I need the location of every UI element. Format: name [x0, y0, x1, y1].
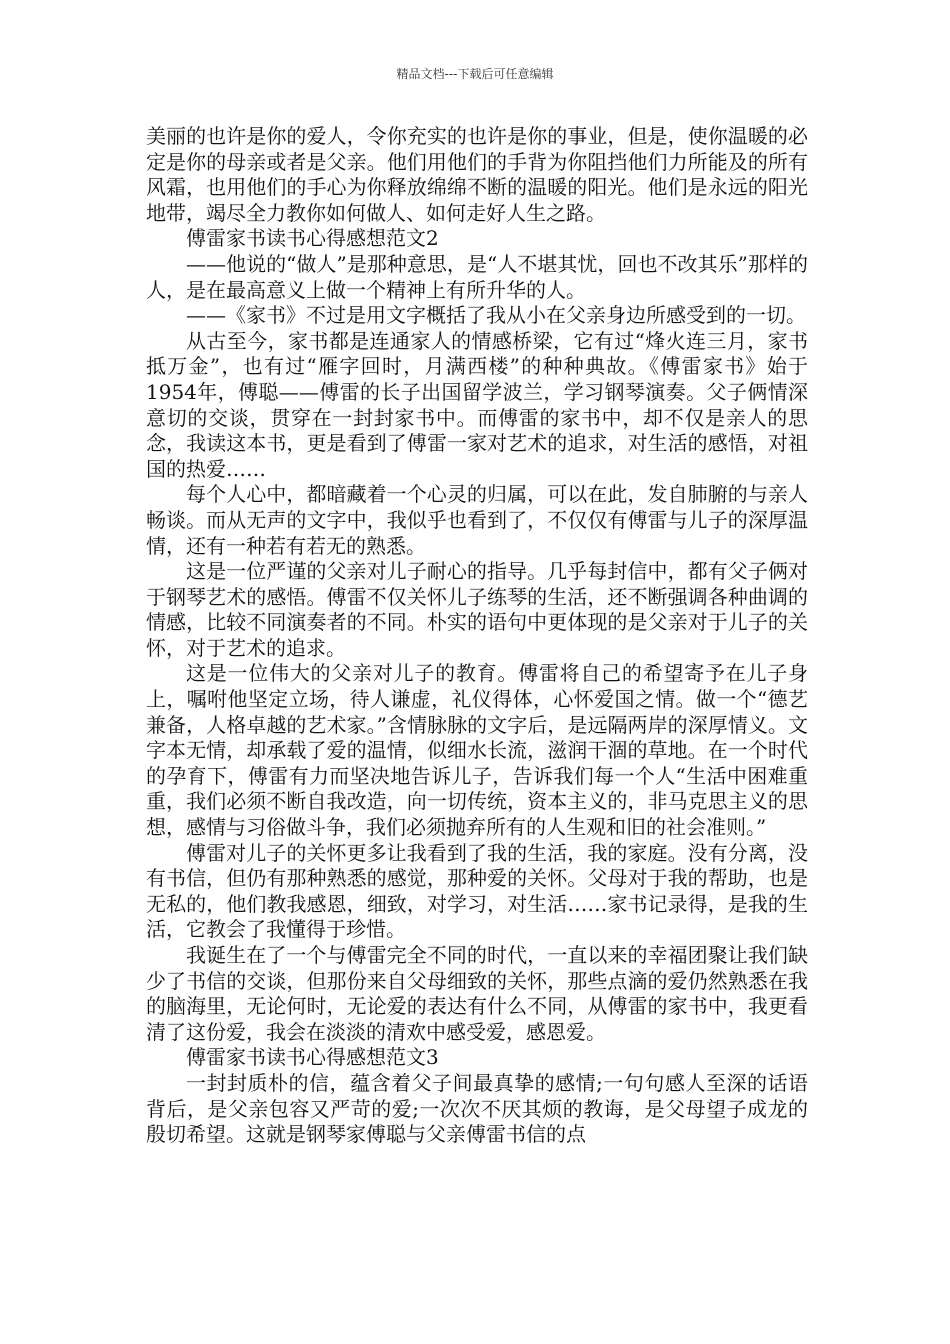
document-body	[146, 124, 808, 1148]
paragraph-4: 这是一位严谨的父亲对儿子耐心的指导。几乎每封信中，都有父子俩对于钢琴艺术的感悟。傅雷不仅关怀儿子练琴的生活，还不断强调各种曲调的情感，比较不同演奏者的不同。朴实的语句中更体现的是父亲对于儿子的关怀，对于艺术的追求。	[146, 559, 808, 660]
paragraph-2: 从古至今，家书都是连通家人的情感桥梁，它有过“烽火连三月，家书抵万金”，也有过“雁字回时，月满西楼”的种种典故。《傅雷家书》始于1954年，傅聪——傅雷的长子出国留学波兰，学习钢琴演奏。父子俩情深意切的交谈，贯穿在一封封家书中。而傅雷的家书中，却不仅是亲人的思念，我读这本书，更是看到了傅雷一家对艺术的追求，对生活的感悟，对祖国的热爱……	[146, 328, 808, 481]
section-heading-3: 傅雷家书读书心得感想范文3	[186, 1045, 439, 1070]
paragraph-quote-1: ——他说的“做人”是那种意思，是“人不堪其忧，回也不改其乐”那样的人，是在最高意义上做一个精神上有所升华的人。	[146, 251, 808, 302]
paragraph-6: 傅雷对儿子的关怀更多让我看到了我的生活，我的家庭。没有分离，没有书信，但仍有那种熟悉的感觉，那种爱的关怀。父母对于我的帮助，也是无私的，他们教我感恩，细致，对学习，对生活……家书记录得，是我的生活，它教会了我懂得于珍惜。	[146, 840, 808, 942]
page-header-note: 精品文档---下载后可任意编辑	[396, 67, 554, 81]
section-heading-2: 傅雷家书读书心得感想范文2	[186, 226, 439, 251]
paragraph-3: 每个人心中，都暗藏着一个心灵的归属，可以在此，发自肺腑的与亲人畅谈。而从无声的文字中，我似乎也看到了，不仅仅有傅雷与儿子的深厚温情，还有一种若有若无的熟悉。	[146, 482, 808, 558]
paragraph-5: 这是一位伟大的父亲对儿子的教育。傅雷将自己的希望寄予在儿子身上，嘱咐他坚定立场，待人谦虚，礼仪得体，心怀爱国之情。做一个“德艺兼备，人格卓越的艺术家。”含情脉脉的文字后，是远隔两岸的深厚情义。文字本无情，却承载了爱的温情，似细水长流，滋润干涸的草地。在一个时代的孕育下，傅雷有力而坚决地告诉儿子，告诉我们每一个人“生活中困难重重，我们必须不断自我改造，向一切传统，资本主义的，非马克思主义的思想，感情与习俗做斗争，我们必须抛弃所有的人生观和旧的社会准则。”	[146, 661, 808, 840]
paragraph-7: 我诞生在了一个与傅雷完全不同的时代，一直以来的幸福团聚让我们缺少了书信的交谈，但那份来自父母细致的关怀，那些点滴的爱仍然熟悉在我的脑海里，无论何时，无论爱的表达有什么不同，从傅雷的家书中，我更看清了这份爱，我会在淡淡的清欢中感受爱，感恩爱。	[146, 943, 808, 1044]
paragraph-quote-2: ——《家书》不过是用文字概括了我从小在父亲身边所感受到的一切。	[186, 303, 806, 328]
paragraph-1: 美丽的也许是你的爱人，令你充实的也许是你的事业，但是，使你温暖的必定是你的母亲或者是父亲。他们用他们的手背为你阻挡他们力所能及的所有风霜，也用他们的手心为你释放绵绵不断的温暖的阳光。他们是永远的阳光地带，竭尽全力教你如何做人、如何走好人生之路。	[146, 124, 808, 225]
paragraph-8: 一封封质朴的信，蕴含着父子间最真挚的感情;一句句感人至深的话语背后，是父亲包容又严苛的爱;一次次不厌其烦的教诲，是父母望子成龙的殷切希望。这就是钢琴家傅聪与父亲傅雷书信的点	[146, 1070, 808, 1147]
